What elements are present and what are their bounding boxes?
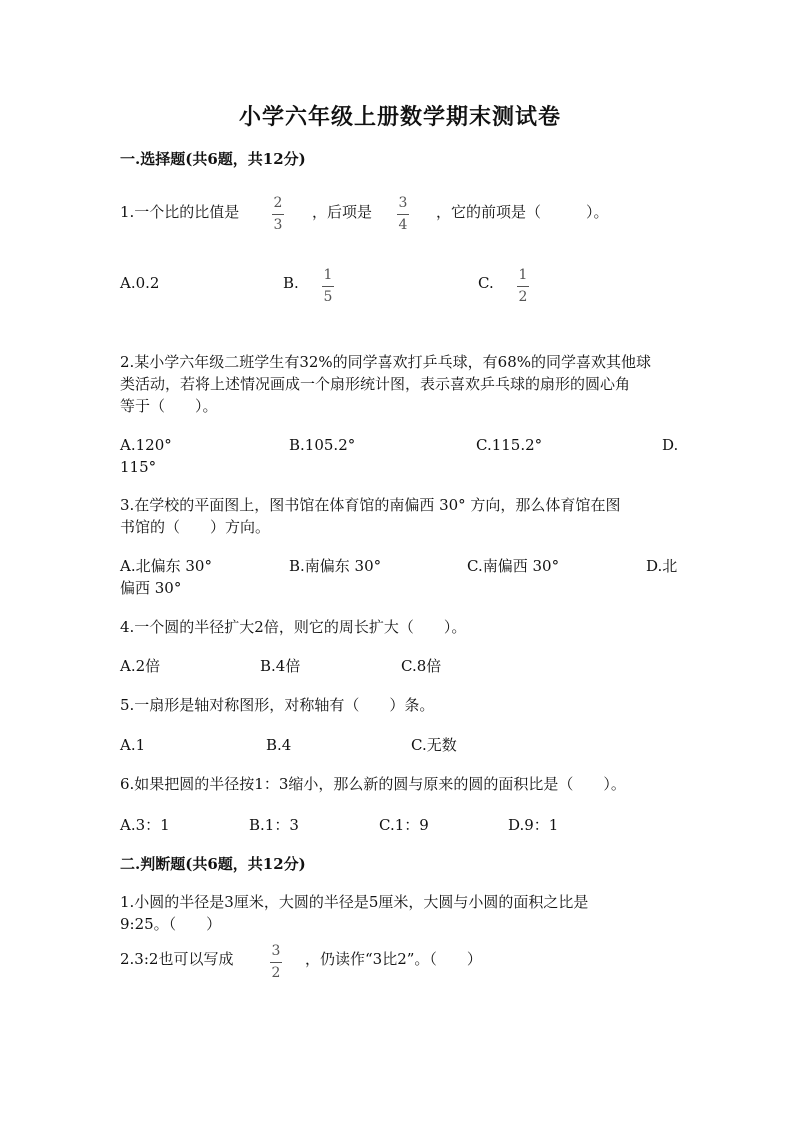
question-1-text-part3: ，它的前项是（ ）。 xyxy=(436,203,609,221)
question-1-option-b-fraction xyxy=(322,268,334,305)
question-2-option-d-continued: 115° xyxy=(120,458,157,476)
question-4-option-c[interactable]: C.8倍 xyxy=(401,657,442,675)
question-1-text-part1: 1.一个比的比值是 xyxy=(120,203,240,221)
question-1-fraction-ratio xyxy=(272,196,284,233)
question-6-option-b[interactable]: B.1：3 xyxy=(249,816,299,834)
question-5-option-a[interactable]: A.1 xyxy=(120,736,146,754)
question-6-option-c[interactable]: C.1：9 xyxy=(379,816,429,834)
question-6-option-d[interactable]: D.9：1 xyxy=(508,816,559,834)
question-3-option-b[interactable]: B.南偏东 30° xyxy=(289,557,382,575)
question-1-text-part2: ，后项是 xyxy=(312,203,373,221)
question-3-option-c[interactable]: C.南偏西 30° xyxy=(467,557,560,575)
question-2-option-b[interactable]: B.105.2° xyxy=(289,436,356,454)
fraction-bar xyxy=(272,214,284,215)
fraction-bar xyxy=(517,286,529,287)
question-6-text: 6.如果把圆的半径按1：3缩小，那么新的圆与原来的圆的面积比是（ ）。 xyxy=(120,775,626,793)
fraction-numerator: 3 xyxy=(271,943,281,959)
question-6-option-a[interactable]: A.3：1 xyxy=(120,816,170,834)
fraction-denominator: 5 xyxy=(323,289,333,305)
question-3-option-a[interactable]: A.北偏东 30° xyxy=(120,557,212,575)
question-3-line-1: 3.在学校的平面图上，图书馆在体育馆的南偏西 30° 方向，那么体育馆在图 xyxy=(120,496,621,514)
question-5-option-c[interactable]: C.无数 xyxy=(411,736,457,754)
fraction-denominator: 2 xyxy=(518,289,528,305)
fraction-numerator: 3 xyxy=(398,195,408,211)
fraction-denominator: 2 xyxy=(271,965,281,981)
section-heading-choice: 一.选择题(共6题，共12分) xyxy=(120,150,306,168)
judgement-2-text-part1: 2.3:2也可以写成 xyxy=(120,950,234,968)
question-3-option-d-continued: 偏西 30° xyxy=(120,579,182,597)
fraction-bar xyxy=(270,962,282,963)
question-1-option-c[interactable]: C. xyxy=(478,274,494,292)
question-3-option-d[interactable]: D.北 xyxy=(646,557,678,575)
fraction-numerator: 1 xyxy=(323,267,333,283)
judgement-1-line-1: 1.小圆的半径是3厘米，大圆的半径是5厘米，大圆与小圆的面积之比是 xyxy=(120,893,589,911)
section-heading-judgement: 二.判断题(共6题，共12分) xyxy=(120,855,306,873)
judgement-2-fraction xyxy=(270,944,282,981)
question-3-line-2: 书馆的（ ）方向。 xyxy=(120,518,271,536)
judgement-2-text-part2: ，仍读作“3比2”。（ ） xyxy=(305,950,482,968)
question-2-option-a[interactable]: A.120° xyxy=(120,436,172,454)
fraction-denominator: 4 xyxy=(398,217,408,233)
question-2-option-c[interactable]: C.115.2° xyxy=(476,436,543,454)
question-4-text: 4.一个圆的半径扩大2倍，则它的周长扩大（ ）。 xyxy=(120,618,467,636)
question-1-option-a[interactable]: A.0.2 xyxy=(120,274,160,292)
question-4-option-b[interactable]: B.4倍 xyxy=(260,657,301,675)
question-1-option-b[interactable]: B. xyxy=(283,274,299,292)
fraction-numerator: 1 xyxy=(518,267,528,283)
question-2-option-d[interactable]: D. xyxy=(662,436,679,454)
question-1-option-c-fraction xyxy=(517,268,529,305)
question-1-fraction-consequent xyxy=(397,196,409,233)
question-2-line-1: 2.某小学六年级二班学生有32%的同学喜欢打乒乓球，有68%的同学喜欢其他球 xyxy=(120,353,651,371)
question-4-option-a[interactable]: A.2倍 xyxy=(120,657,161,675)
fraction-numerator: 2 xyxy=(273,195,283,211)
fraction-bar xyxy=(397,214,409,215)
question-5-option-b[interactable]: B.4 xyxy=(266,736,292,754)
judgement-1-line-2: 9:25。（ ） xyxy=(120,915,222,933)
question-2-line-2: 类活动，若将上述情况画成一个扇形统计图，表示喜欢乒乓球的扇形的圆心角 xyxy=(120,375,631,393)
fraction-bar xyxy=(322,286,334,287)
fraction-denominator: 3 xyxy=(273,217,283,233)
page-title: 小学六年级上册数学期末测试卷 xyxy=(238,104,561,130)
question-2-line-3: 等于（ ）。 xyxy=(120,397,218,415)
question-5-text: 5.一扇形是轴对称图形，对称轴有（ ）条。 xyxy=(120,696,435,714)
